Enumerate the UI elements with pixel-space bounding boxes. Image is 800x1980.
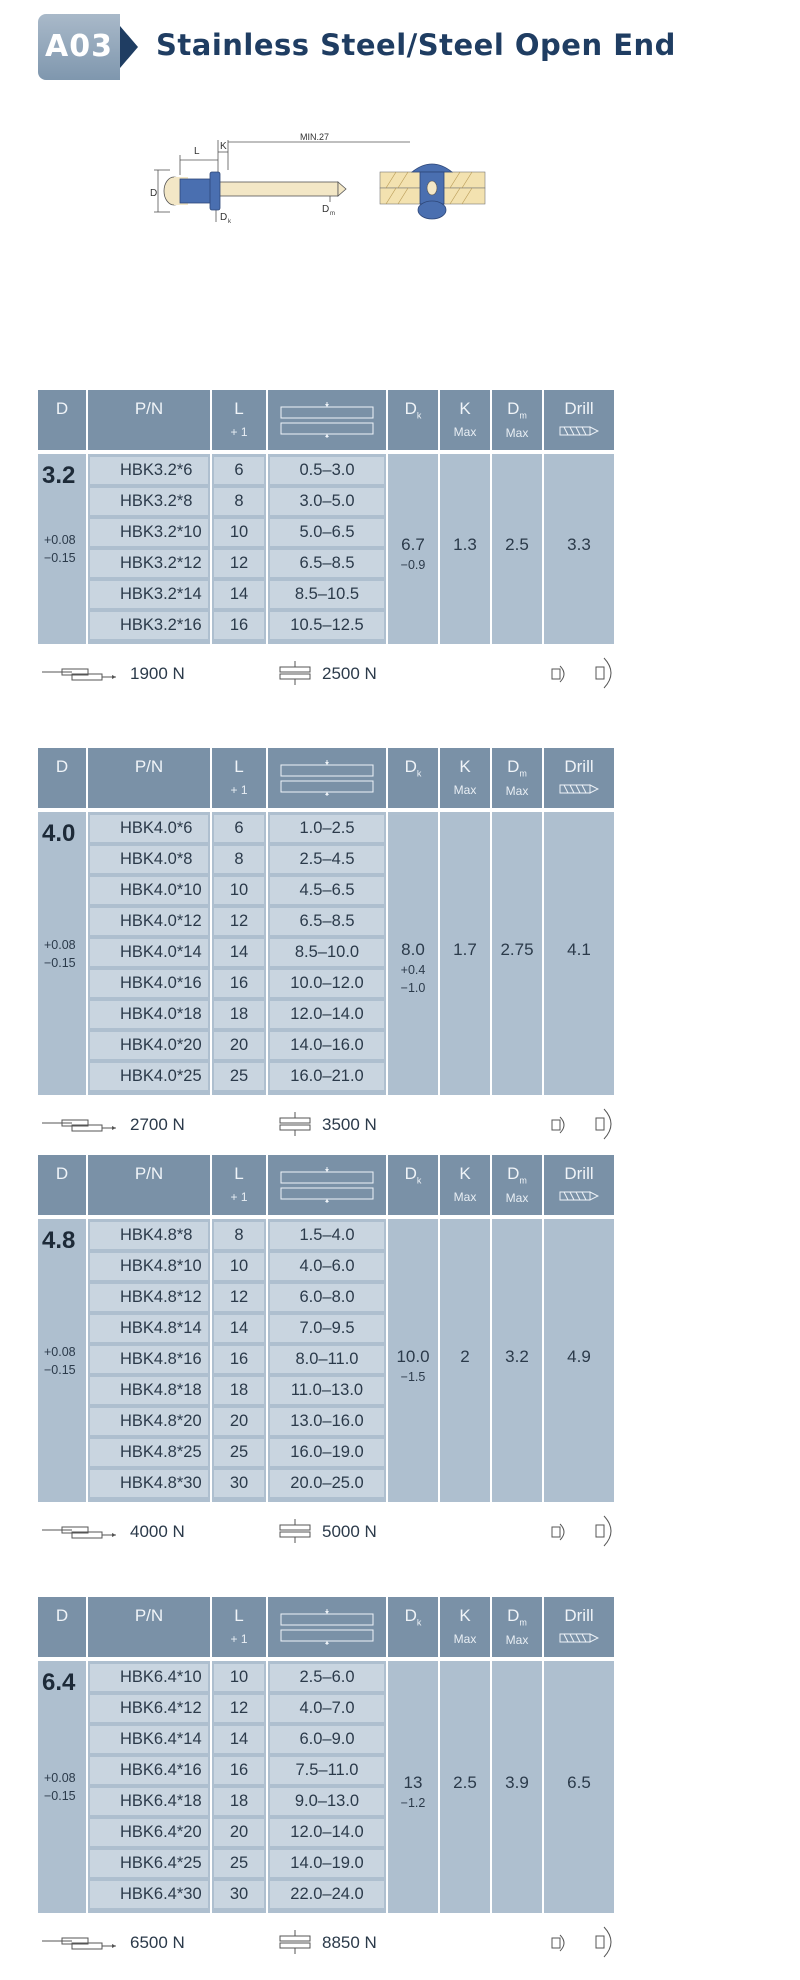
table-row-grip-range: 4.0–6.0 — [270, 1253, 384, 1280]
diameter-tolerance-minus: −0.15 — [44, 551, 76, 565]
head-diameter-value — [388, 535, 438, 575]
head-diameter-tolerance: −1.5 — [400, 1369, 426, 1384]
tensile-force-icon — [278, 1519, 312, 1543]
open-end-head-icon — [550, 1112, 570, 1138]
col-header-k — [440, 748, 490, 808]
col-header-drill — [544, 1155, 614, 1215]
col-header-dk-sub: k — [416, 1617, 422, 1628]
diameter-tolerance — [44, 1343, 76, 1379]
table-row-length: 6 — [214, 457, 264, 484]
open-end-head-icon — [550, 1519, 570, 1545]
head-diameter-value — [388, 940, 438, 996]
col-header-d — [38, 1597, 86, 1657]
col-header-grip — [268, 1597, 386, 1657]
table-row-part-number: HBK6.4*10 — [90, 1664, 208, 1691]
table-row-part-number: HBK3.2*10 — [90, 519, 208, 546]
page-header — [38, 14, 778, 82]
table-row-grip-range: 5.0–6.5 — [270, 519, 384, 546]
drill-icon-wrap — [544, 423, 614, 441]
col-header-l-tolerance: + 1 — [230, 783, 248, 797]
head-height-value: 2.5 — [453, 1773, 477, 1792]
table-row-length: 18 — [214, 1001, 264, 1028]
table-row-length: 30 — [214, 1881, 264, 1908]
drill-bit-icon — [559, 1191, 599, 1201]
table-row-length: 8 — [214, 488, 264, 515]
col-header-k-max: Max — [453, 425, 477, 439]
table-row-part-number: HBK6.4*18 — [90, 1788, 208, 1815]
table-row-part-number: HBK4.8*12 — [90, 1284, 208, 1311]
col-header-dm-max: Max — [505, 426, 529, 441]
open-end-head-icon — [550, 1930, 570, 1956]
head-diameter-value — [388, 1773, 438, 1813]
shear-force-icon — [42, 1524, 118, 1540]
table-row-length: 25 — [214, 1850, 264, 1877]
table-row-grip-range: 1.5–4.0 — [270, 1222, 384, 1249]
drill-icon-wrap — [544, 1188, 614, 1206]
table-row-length: 12 — [214, 1284, 264, 1311]
table-row-length: 6 — [214, 815, 264, 842]
tensile-force-icon — [278, 661, 312, 685]
strength-row — [38, 1927, 618, 1961]
col-header-k-label: K — [459, 399, 471, 418]
col-header-k-label: K — [459, 757, 471, 776]
drill-icon-wrap — [544, 1630, 614, 1648]
diagram-label-dk: D — [220, 212, 228, 223]
table-row-grip-range: 11.0–13.0 — [270, 1377, 384, 1404]
col-header-k-max: Max — [453, 783, 477, 797]
drill-bit-icon — [559, 426, 599, 436]
table-row-grip-range: 2.5–4.5 — [270, 846, 384, 873]
dome-head-icon — [594, 1107, 618, 1141]
shear-strength-value: 6500 N — [130, 1933, 185, 1952]
col-header-pn-label: P/N — [134, 757, 164, 776]
table-row-grip-range: 16.0–19.0 — [270, 1439, 384, 1466]
grip-range-icon — [279, 1609, 375, 1645]
table-row-part-number: HBK4.8*18 — [90, 1377, 208, 1404]
diagram-label-min: MIN.27 — [300, 132, 330, 142]
table-row-grip-range: 0.5–3.0 — [270, 457, 384, 484]
shear-force-icon — [42, 1117, 118, 1133]
table-row-part-number: HBK6.4*30 — [90, 1881, 208, 1908]
diameter-value: 3.2 — [42, 462, 76, 489]
table-row-grip-range: 7.0–9.5 — [270, 1315, 384, 1342]
table-row-part-number: HBK6.4*25 — [90, 1850, 208, 1877]
col-header-pn-label: P/N — [134, 399, 164, 418]
col-header-dk-label — [388, 390, 438, 420]
col-header-grip — [268, 390, 386, 450]
strength-row — [38, 658, 618, 692]
dome-head-icon — [594, 656, 618, 690]
table-row-grip-range: 6.5–8.5 — [270, 908, 384, 935]
installed-rivet-icon — [380, 164, 485, 219]
col-header-dm-sub: m — [519, 1175, 527, 1186]
head-diameter-tolerance: +0.4 — [400, 962, 426, 977]
table-row-part-number: HBK4.0*25 — [90, 1063, 208, 1090]
diameter-value: 6.4 — [42, 1669, 76, 1696]
table-row-part-number: HBK4.0*8 — [90, 846, 208, 873]
table-row-part-number: HBK3.2*16 — [90, 612, 208, 639]
diameter-tolerance-minus: −0.15 — [44, 1362, 76, 1377]
col-header-dm-sub: m — [519, 1617, 527, 1628]
col-header-grip — [268, 1155, 386, 1215]
col-header-grip — [268, 748, 386, 808]
table-row-grip-range: 10.5–12.5 — [270, 612, 384, 639]
table-row-length: 14 — [214, 939, 264, 966]
badge-arrow-icon — [120, 26, 138, 68]
shear-force-icon — [42, 666, 118, 682]
mandrel-diameter-value: 2.5 — [505, 535, 529, 554]
table-row-grip-range: 9.0–13.0 — [270, 1788, 384, 1815]
table-row-grip-range: 3.0–5.0 — [270, 488, 384, 515]
table-row-grip-range: 13.0–16.0 — [270, 1408, 384, 1435]
col-header-dk — [388, 748, 438, 808]
table-row-part-number: HBK4.8*8 — [90, 1222, 208, 1249]
col-header-d-label: D — [55, 399, 69, 418]
table-row-length: 10 — [214, 877, 264, 904]
col-header-dm — [492, 748, 542, 808]
table-row-grip-range: 14.0–19.0 — [270, 1850, 384, 1877]
table-row-part-number: HBK4.0*6 — [90, 815, 208, 842]
table-row-grip-range: 4.5–6.5 — [270, 877, 384, 904]
diameter-value: 4.0 — [42, 820, 76, 847]
strength-row — [38, 1109, 618, 1143]
tensile-strength-value: 3500 N — [322, 1115, 377, 1134]
table-row-grip-range: 6.0–9.0 — [270, 1726, 384, 1753]
col-header-k-max: Max — [453, 1632, 477, 1646]
col-header-l-label: L — [234, 757, 244, 776]
grip-icon-wrap — [268, 1597, 386, 1650]
grip-icon-wrap — [268, 748, 386, 801]
table-row-grip-range: 14.0–16.0 — [270, 1032, 384, 1059]
diagram-label-dk-sub: k — [228, 219, 231, 225]
strength-row — [38, 1516, 618, 1550]
table-row-part-number: HBK4.0*18 — [90, 1001, 208, 1028]
col-header-pn-label: P/N — [134, 1606, 164, 1625]
dome-head-icon — [594, 1514, 618, 1548]
table-row-length: 16 — [214, 1757, 264, 1784]
col-header-dk-label — [388, 1597, 438, 1627]
table-row-length: 10 — [214, 1253, 264, 1280]
drill-size-value: 4.9 — [567, 1346, 591, 1366]
col-header-l-tolerance: + 1 — [230, 1632, 248, 1646]
col-header-dk-main: D — [404, 1606, 417, 1625]
table-row-part-number: HBK3.2*14 — [90, 581, 208, 608]
table-row-part-number: HBK4.0*10 — [90, 877, 208, 904]
table-row-grip-range: 12.0–14.0 — [270, 1819, 384, 1846]
col-header-k — [440, 1155, 490, 1215]
col-header-dm-label — [492, 748, 542, 778]
table-row-grip-range: 12.0–14.0 — [270, 1001, 384, 1028]
table-row-part-number: HBK3.2*6 — [90, 457, 208, 484]
tensile-strength-value: 5000 N — [322, 1522, 377, 1541]
table-row-length: 20 — [214, 1032, 264, 1059]
shear-strength-value: 4000 N — [130, 1522, 185, 1541]
mandrel-diameter-value: 3.2 — [505, 1346, 529, 1366]
col-header-k-max: Max — [453, 1190, 477, 1204]
col-header-pn-label: P/N — [134, 1164, 164, 1183]
col-header-l-label: L — [234, 399, 244, 418]
col-header-d — [38, 390, 86, 450]
col-header-dm-max: Max — [505, 784, 529, 799]
head-height-value: 2 — [460, 1346, 470, 1366]
table-row-part-number: HBK6.4*14 — [90, 1726, 208, 1753]
table-row-grip-range: 1.0–2.5 — [270, 815, 384, 842]
table-row-length: 16 — [214, 1346, 264, 1373]
table-row-part-number: HBK6.4*12 — [90, 1695, 208, 1722]
table-row-part-number: HBK6.4*20 — [90, 1819, 208, 1846]
col-header-dm-main: D — [507, 399, 520, 418]
diameter-tolerance — [44, 1769, 76, 1805]
table-row-length: 10 — [214, 1664, 264, 1691]
col-header-k-label: K — [459, 1164, 471, 1183]
table-row-length: 12 — [214, 1695, 264, 1722]
shear-strength-value: 1900 N — [130, 664, 185, 683]
col-header-dk — [388, 1155, 438, 1215]
col-header-dm-main: D — [507, 1164, 520, 1183]
col-header-drill-label: Drill — [564, 1164, 594, 1183]
table-row-grip-range: 2.5–6.0 — [270, 1664, 384, 1691]
table-row-length: 16 — [214, 970, 264, 997]
col-header-dm — [492, 1155, 542, 1215]
table-row-length: 25 — [214, 1063, 264, 1090]
col-header-dk-main: D — [404, 757, 417, 776]
table-row-part-number: HBK6.4*16 — [90, 1757, 208, 1784]
col-header-dk — [388, 1597, 438, 1657]
tensile-strength-value: 8850 N — [322, 1933, 377, 1952]
head-diameter-main: 6.7 — [401, 535, 425, 554]
col-header-dk — [388, 390, 438, 450]
col-header-dm — [492, 1597, 542, 1657]
table-row-grip-range: 6.0–8.0 — [270, 1284, 384, 1311]
diameter-tolerance — [44, 531, 76, 567]
section-badge: A03 — [38, 14, 120, 80]
table-row-part-number: HBK4.8*25 — [90, 1439, 208, 1466]
col-header-d-label: D — [55, 757, 69, 776]
page-title: Stainless Steel/Steel Open End — [156, 28, 676, 62]
col-header-dk-sub: k — [416, 1175, 422, 1186]
grip-range-icon — [279, 402, 375, 438]
col-header-pn — [88, 748, 210, 808]
table-row-length: 10 — [214, 519, 264, 546]
table-row-grip-range: 6.5–8.5 — [270, 550, 384, 577]
grip-icon-wrap — [268, 1155, 386, 1208]
head-height-value: 1.7 — [453, 939, 477, 959]
col-header-drill-label: Drill — [564, 757, 594, 776]
rivet-diagram — [150, 130, 620, 290]
head-diameter-tolerance: −1.2 — [400, 1796, 426, 1810]
col-header-dm-max: Max — [505, 1633, 529, 1648]
table-row-part-number: HBK4.0*12 — [90, 908, 208, 935]
table-row-part-number: HBK4.8*14 — [90, 1315, 208, 1342]
col-header-dk-main: D — [404, 399, 417, 418]
col-header-dm-main: D — [507, 757, 520, 776]
head-diameter-main: 8.0 — [401, 939, 425, 959]
table-row-length: 20 — [214, 1819, 264, 1846]
table-row-length: 8 — [214, 1222, 264, 1249]
drill-icon-wrap — [544, 781, 614, 799]
table-row-length: 20 — [214, 1408, 264, 1435]
table-row-grip-range: 10.0–12.0 — [270, 970, 384, 997]
head-diameter-main: 13 — [403, 1773, 423, 1792]
col-header-dk-label — [388, 748, 438, 778]
table-row-grip-range: 16.0–21.0 — [270, 1063, 384, 1090]
table-row-part-number: HBK4.8*30 — [90, 1470, 208, 1497]
diameter-tolerance-minus: −0.15 — [44, 955, 76, 970]
col-header-d-label: D — [55, 1606, 69, 1625]
spec-table-4.0 — [38, 748, 618, 1145]
grip-range-icon — [279, 1167, 375, 1203]
col-header-d-label: D — [55, 1164, 69, 1183]
diameter-value: 4.8 — [42, 1227, 76, 1254]
table-row-grip-range: 20.0–25.0 — [270, 1470, 384, 1497]
col-header-dm-main: D — [507, 1606, 520, 1625]
dome-head-icon — [594, 1925, 618, 1959]
table-row-part-number: HBK3.2*8 — [90, 488, 208, 515]
col-header-dm — [492, 390, 542, 450]
table-row-part-number: HBK4.8*16 — [90, 1346, 208, 1373]
col-header-drill — [544, 390, 614, 450]
table-row-length: 14 — [214, 1726, 264, 1753]
mandrel-diameter-value: 3.9 — [505, 1773, 529, 1792]
table-row-grip-range: 8.0–11.0 — [270, 1346, 384, 1373]
table-row-length: 18 — [214, 1377, 264, 1404]
drill-size-value: 6.5 — [567, 1773, 591, 1792]
col-header-l-tolerance: + 1 — [230, 1190, 248, 1204]
table-row-length: 18 — [214, 1788, 264, 1815]
table-row-length: 12 — [214, 550, 264, 577]
open-end-head-icon — [550, 661, 570, 687]
table-row-length: 12 — [214, 908, 264, 935]
col-header-k-label: K — [459, 1606, 471, 1625]
drill-size-value: 3.3 — [567, 535, 591, 554]
table-row-length: 8 — [214, 846, 264, 873]
col-header-drill-label: Drill — [564, 399, 594, 418]
col-header-dk-sub: k — [416, 768, 422, 779]
col-header-dk-main: D — [404, 1164, 417, 1183]
tensile-strength-value: 2500 N — [322, 664, 377, 683]
diameter-tolerance-plus: +0.08 — [44, 533, 76, 547]
col-header-drill — [544, 1597, 614, 1657]
col-header-dm-label — [492, 1155, 542, 1185]
table-row-grip-range: 4.0–7.0 — [270, 1695, 384, 1722]
col-header-pn — [88, 1597, 210, 1657]
table-row-part-number: HBK4.8*10 — [90, 1253, 208, 1280]
col-header-dm-sub: m — [519, 768, 527, 779]
diameter-tolerance-plus: +0.08 — [44, 937, 76, 952]
diagram-label-k: K — [220, 141, 227, 152]
col-header-l-label: L — [234, 1164, 244, 1183]
table-row-length: 14 — [214, 581, 264, 608]
table-row-length: 14 — [214, 1315, 264, 1342]
col-header-l — [212, 1155, 266, 1215]
col-header-dm-label — [492, 390, 542, 420]
col-header-k — [440, 390, 490, 450]
col-header-d — [38, 1155, 86, 1215]
col-header-pn — [88, 1155, 210, 1215]
diagram-label-dm: D — [322, 204, 330, 215]
diameter-tolerance-plus: +0.08 — [44, 1771, 76, 1785]
table-row-grip-range: 8.5–10.5 — [270, 581, 384, 608]
table-row-grip-range: 22.0–24.0 — [270, 1881, 384, 1908]
table-row-grip-range: 8.5–10.0 — [270, 939, 384, 966]
table-row-part-number: HBK3.2*12 — [90, 550, 208, 577]
col-header-l — [212, 1597, 266, 1657]
head-diameter-value — [388, 1347, 438, 1387]
diagram-label-d: D — [150, 188, 158, 199]
col-header-l — [212, 390, 266, 450]
diagram-label-dm-sub: m — [330, 211, 335, 217]
shear-force-icon — [42, 1935, 118, 1951]
col-header-drill-label: Drill — [564, 1606, 594, 1625]
col-header-dm-label — [492, 1597, 542, 1627]
col-header-drill — [544, 748, 614, 808]
grip-range-icon — [279, 760, 375, 796]
table-row-part-number: HBK4.0*16 — [90, 970, 208, 997]
diagram-label-l: L — [194, 146, 200, 157]
tensile-force-icon — [278, 1112, 312, 1136]
drill-bit-icon — [559, 1633, 599, 1643]
diameter-tolerance — [44, 936, 76, 972]
head-diameter-tolerance: −0.9 — [400, 558, 426, 572]
table-row-length: 25 — [214, 1439, 264, 1466]
table-row-part-number: HBK4.0*14 — [90, 939, 208, 966]
diameter-tolerance-minus: −0.15 — [44, 1789, 76, 1803]
spec-table-4.8 — [38, 1155, 618, 1552]
col-header-pn — [88, 390, 210, 450]
col-header-d — [38, 748, 86, 808]
table-row-grip-range: 7.5–11.0 — [270, 1757, 384, 1784]
spec-table-6.4 — [38, 1597, 618, 1963]
col-header-dk-sub: k — [416, 410, 422, 421]
tensile-force-icon — [278, 1930, 312, 1954]
col-header-k — [440, 1597, 490, 1657]
head-diameter-main: 10.0 — [396, 1346, 430, 1366]
col-header-dm-max: Max — [505, 1191, 529, 1206]
table-row-part-number: HBK4.0*20 — [90, 1032, 208, 1059]
col-header-l — [212, 748, 266, 808]
head-height-value: 1.3 — [453, 535, 477, 554]
head-diameter-tolerance-2: −1.0 — [400, 980, 426, 995]
mandrel-diameter-value: 2.75 — [500, 939, 534, 959]
table-row-part-number: HBK4.8*20 — [90, 1408, 208, 1435]
table-row-length: 16 — [214, 612, 264, 639]
table-row-length: 30 — [214, 1470, 264, 1497]
drill-size-value: 4.1 — [567, 939, 591, 959]
spec-table-3.2 — [38, 390, 618, 694]
col-header-dk-label — [388, 1155, 438, 1185]
shear-strength-value: 2700 N — [130, 1115, 185, 1134]
col-header-l-tolerance: + 1 — [230, 425, 248, 439]
col-header-dm-sub: m — [519, 410, 527, 421]
grip-icon-wrap — [268, 390, 386, 443]
diameter-tolerance-plus: +0.08 — [44, 1344, 76, 1359]
col-header-l-label: L — [234, 1606, 244, 1625]
drill-bit-icon — [559, 784, 599, 794]
